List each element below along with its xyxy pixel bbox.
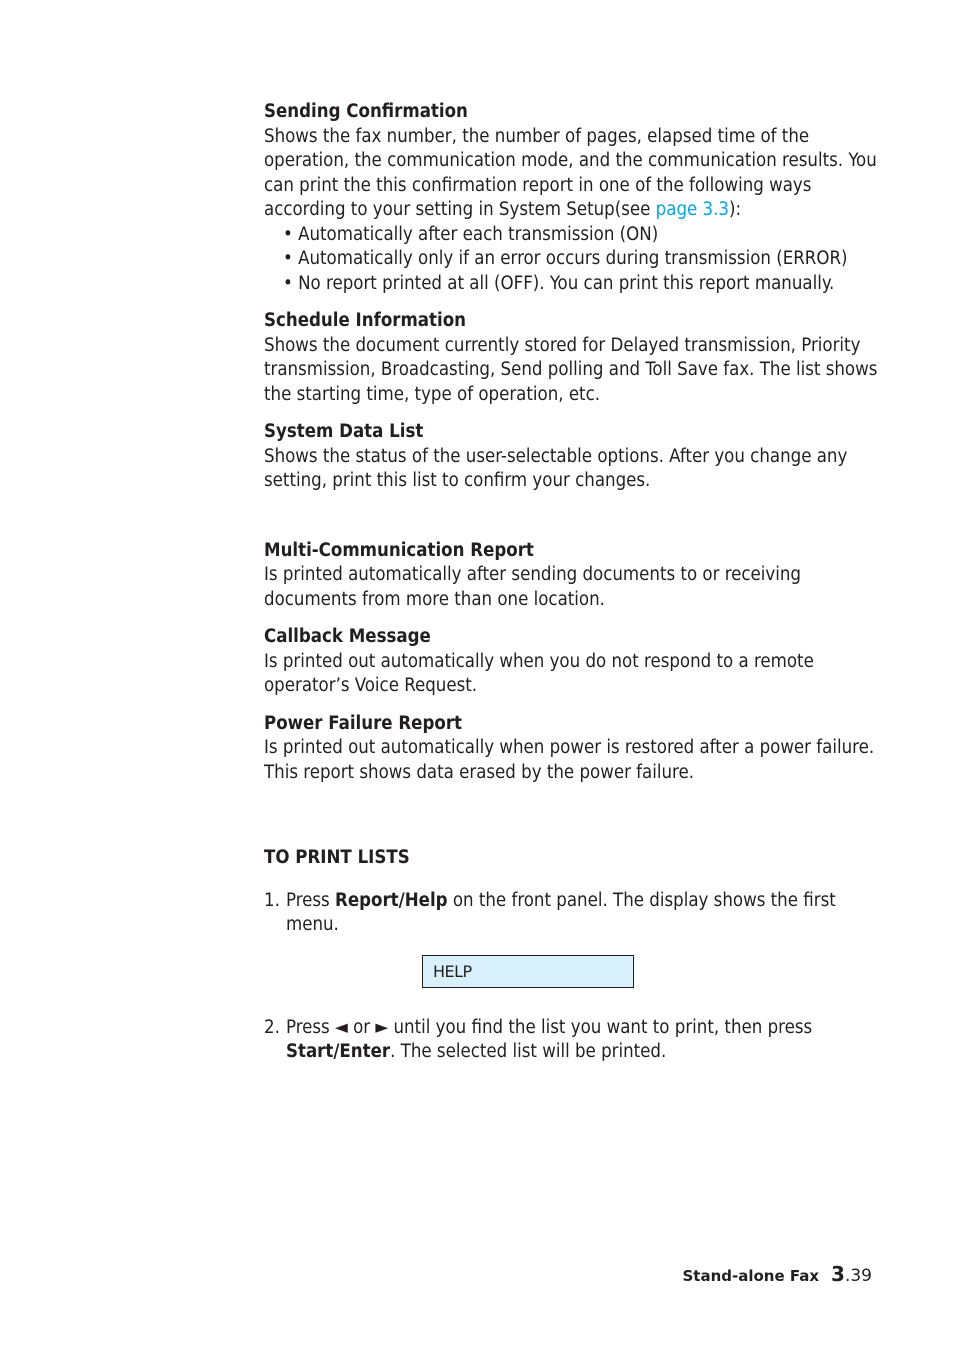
procedure-title: TO PRINT LISTS bbox=[264, 847, 410, 868]
section-system-data-list bbox=[264, 420, 884, 494]
section-heading: Sending Confirmation bbox=[264, 101, 468, 122]
section-body: Shows the status of the user-selectable options. After you change any setting, print this list to confirm your changes. bbox=[264, 445, 848, 491]
section-body: Is printed out automatically when power is restored after a power failure. This report shows data erased by the power failure. bbox=[264, 737, 875, 783]
bullet-list bbox=[264, 223, 884, 297]
spacer bbox=[264, 798, 884, 846]
section-heading: Power Failure Report bbox=[264, 712, 462, 734]
step-number: 2. bbox=[264, 1016, 280, 1038]
section-callback-message bbox=[264, 625, 884, 699]
section-body: Shows the document currently stored for Delayed transmission, Priority transmission, Broadcasting, Send polling and Toll Save fax. The list shows the starting time, type of operation, etc. bbox=[264, 334, 878, 405]
page-content bbox=[264, 100, 884, 1065]
body-text: Shows the fax number, the number of pages, elapsed time of the operation, the communication mode, and the communication results. You can print the this confirmation report in one of the following ways according to your setting in System Setup(see bbox=[264, 125, 877, 220]
procedure-step-1 bbox=[264, 889, 884, 938]
section-body: Is printed out automatically when you do not respond to a remote operator’s Voice Request. bbox=[264, 650, 814, 696]
bullet-item: • Automatically only if an error occurs during transmission (ERROR) bbox=[283, 248, 848, 269]
key-name: Start/Enter bbox=[286, 1041, 391, 1062]
lcd-display-text: HELP bbox=[433, 961, 472, 981]
spacer bbox=[264, 507, 884, 539]
section-sending-confirmation bbox=[264, 100, 884, 296]
section-body: Is printed automatically after sending documents to or receiving documents from more than one location. bbox=[264, 564, 801, 610]
section-heading: Schedule Information bbox=[264, 310, 466, 331]
footer-chapter-number: 3 bbox=[831, 1262, 845, 1286]
procedure-step-2 bbox=[264, 1016, 884, 1065]
section-multi-communication-report bbox=[264, 539, 884, 613]
section-heading: Multi-Communication Report bbox=[264, 539, 534, 561]
section-power-failure-report bbox=[264, 712, 884, 786]
section-body bbox=[264, 125, 884, 223]
section-heading: System Data List bbox=[264, 421, 424, 442]
bullet-item: • No report printed at all (OFF). You can print this report manually. bbox=[283, 272, 835, 294]
lcd-display bbox=[422, 955, 634, 988]
key-name: Report/Help bbox=[335, 889, 448, 911]
bullet-item: • Automatically after each transmission (ON) bbox=[283, 223, 659, 245]
step-text: Press bbox=[286, 889, 336, 911]
page-link[interactable]: page 3.3 bbox=[655, 199, 729, 220]
section-heading: Callback Message bbox=[264, 626, 431, 647]
page-footer bbox=[682, 1262, 872, 1286]
step-text: Press ◄ or ► until you find the list you want to print, then press bbox=[286, 1016, 813, 1038]
step-text-tail: on the front panel. The display shows the first menu. bbox=[286, 889, 836, 935]
section-schedule-information bbox=[264, 309, 884, 407]
step-text-tail: . The selected list will be printed. bbox=[390, 1041, 667, 1062]
footer-page-number: .39 bbox=[844, 1266, 872, 1286]
step-number: 1. bbox=[264, 889, 280, 911]
footer-section-label: Stand-alone Fax bbox=[682, 1267, 820, 1285]
body-text-tail: ): bbox=[729, 199, 742, 220]
